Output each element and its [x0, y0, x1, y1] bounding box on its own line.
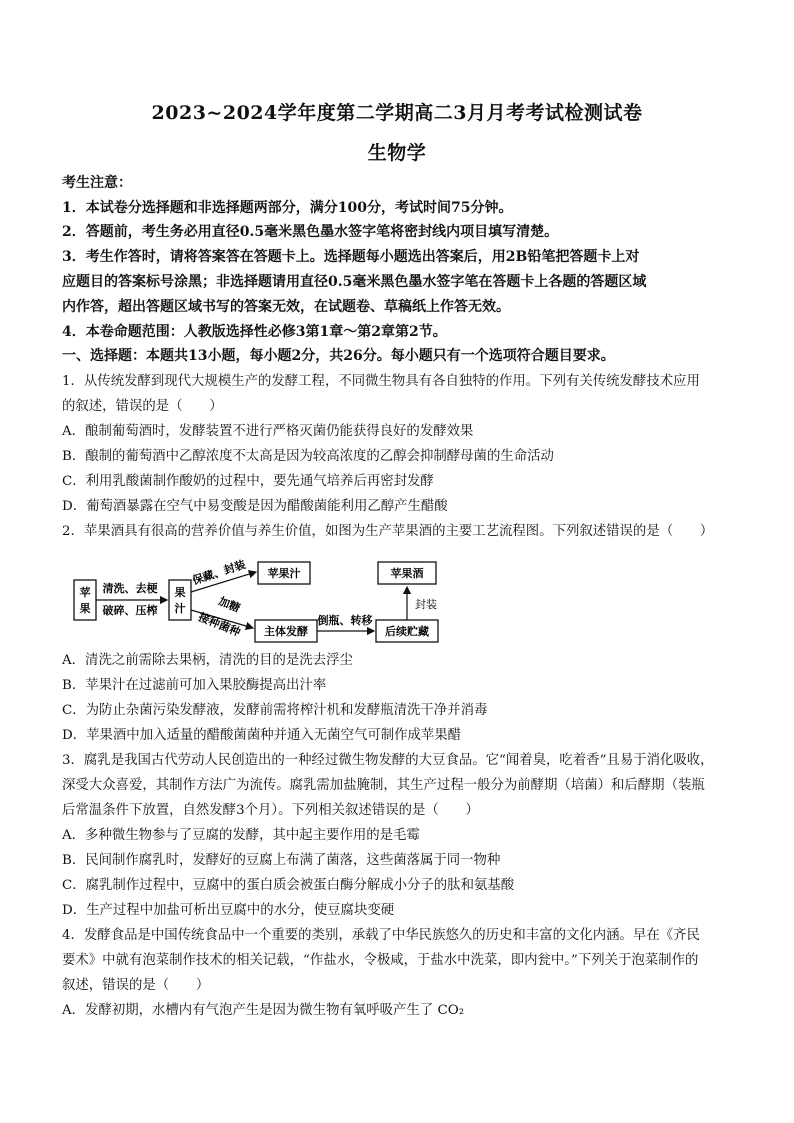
cider-process-flowchart: [70, 552, 450, 648]
notice-item: 4．本卷命题范围：人教版选择性必修3第1章～第2章第2节。: [62, 324, 447, 340]
option-d: D．生产过程中加盐可析出豆腐中的水分，使豆腐块变硬: [62, 903, 395, 918]
juice-label-1: 果: [174, 586, 186, 599]
option-a: A．清洗之前需除去果柄，清洗的目的是洗去浮尘: [62, 653, 353, 668]
branch-down-label-1: 加糖: [216, 594, 242, 615]
notice-item: 3．考生作答时，请将答案答在答题卡上。选择题每小题选出答案后，用2B铅笔把答题卡上对: [62, 249, 640, 265]
transfer-label: 倒瓶、转移: [317, 614, 373, 627]
question-stem: 深受大众喜爱，其制作方法广为流传。腐乳需加盐腌制，其生产过程一般分为前酵期（培菌）和后酵期（装瓶: [62, 778, 705, 793]
option-c: C．腐乳制作过程中，豆腐中的蛋白质会被蛋白酶分解成小分子的肽和氨基酸: [62, 878, 515, 893]
question-stem: 1．从传统发酵到现代大规模生产的发酵工程，不同微生物具有各自独特的作用。下列有关传统发酵技术应用: [62, 374, 700, 389]
question-stem: 叙述，错误的是（ ）: [62, 978, 210, 993]
step1-top-label: 清洗、去梗: [102, 582, 158, 595]
storage-label: 后续贮藏: [385, 625, 429, 638]
option-b: B．民间制作腐乳时，发酵好的豆腐上布满了菌落，这些菌落属于同一物种: [62, 853, 501, 868]
option-d: D．苹果酒中加入适量的醋酸菌菌种并通入无菌空气可制作成苹果醋: [62, 728, 462, 743]
question-stem: 3．腐乳是我国古代劳动人民创造出的一种经过微生物发酵的大豆食品。它“闻着臭，吃着香”且易于消化吸收，: [62, 753, 714, 768]
branch-up-label: 保藏、封装: [190, 557, 248, 588]
notice-item: 内作答，超出答题区域书写的答案无效，在试题卷、草稿纸上作答无效。: [62, 299, 510, 315]
notice-heading: 考生注意：: [62, 175, 132, 191]
option-c: C．为防止杂菌污染发酵液，发酵前需将榨汁机和发酵瓶清洗干净并消毒: [62, 703, 488, 718]
question-stem: 4．发酵食品是中国传统食品中一个重要的类别，承载了中华民族悠久的历史和丰富的文化内涵。早在《齐民: [62, 928, 700, 943]
apple-label-2: 果: [79, 602, 91, 615]
subject-title: 生物学: [367, 142, 427, 164]
apple-juice-label: 苹果汁: [267, 567, 301, 580]
branch-down-label-2: 接种菌种: [196, 610, 243, 640]
option-a: A．多种微生物参与了豆腐的发酵，其中起主要作用的是毛霉: [62, 828, 420, 843]
exam-title: 2023~2024学年度第二学期高二3月月考考试检测试卷: [151, 102, 643, 124]
option-a: A．发酵初期，水槽内有气泡产生是因为微生物有氧呼吸产生了 CO₂: [62, 1003, 465, 1018]
step1-bottom-label: 破碎、压榨: [102, 604, 158, 617]
option-b: B．酿制的葡萄酒中乙醇浓度不太高是因为较高浓度的乙醇会抑制酵母菌的生命活动: [62, 449, 554, 464]
juice-label-2: 汁: [174, 602, 186, 615]
question-stem: 后常温条件下放置，自然发酵3个月）。下列相关叙述错误的是（ ）: [62, 803, 479, 818]
option-a: A．酿制葡萄酒时，发酵装置不进行严格灭菌仍能获得良好的发酵效果: [62, 424, 474, 439]
option-b: B．苹果汁在过滤前可加入果胶酶提高出汁率: [62, 678, 327, 693]
apple-label-1: 苹: [79, 586, 91, 599]
notice-item: 应题目的答案标号涂黑；非选择题请用直径0.5毫米黑色墨水签字笔在答题卡上各题的答题区域: [62, 274, 647, 290]
section-heading: 一、选择题：本题共13小题，每小题2分，共26分。每小题只有一个选项符合题目要求。: [62, 348, 615, 364]
seal-label: 封装: [415, 598, 437, 611]
cider-label: 苹果酒: [390, 567, 424, 580]
option-d: D．葡萄酒暴露在空气中易变酸是因为醋酸菌能利用乙醇产生醋酸: [62, 499, 448, 514]
question-stem: 2．苹果酒具有很高的营养价值与养生价值，如图为生产苹果酒的主要工艺流程图。下列叙述错误的是（ ）: [62, 524, 714, 539]
question-stem: 要术》中就有泡菜制作技术的相关记载，“作盐水，令极咸，于盐水中洗菜，即内瓮中。”下列关于泡菜制作的: [62, 953, 699, 968]
notice-item: 1．本试卷分选择题和非选择题两部分，满分100分，考试时间75分钟。: [62, 200, 513, 216]
option-c: C．利用乳酸菌制作酸奶的过程中，要先通气培养后再密封发酵: [62, 474, 434, 489]
main-ferment-label: 主体发酵: [264, 625, 308, 638]
question-stem: 的叙述，错误的是（ ）: [62, 399, 223, 414]
notice-item: 2．答题前，考生务必用直径0.5毫米黑色墨水签字笔将密封线内项目填写清楚。: [62, 224, 559, 240]
